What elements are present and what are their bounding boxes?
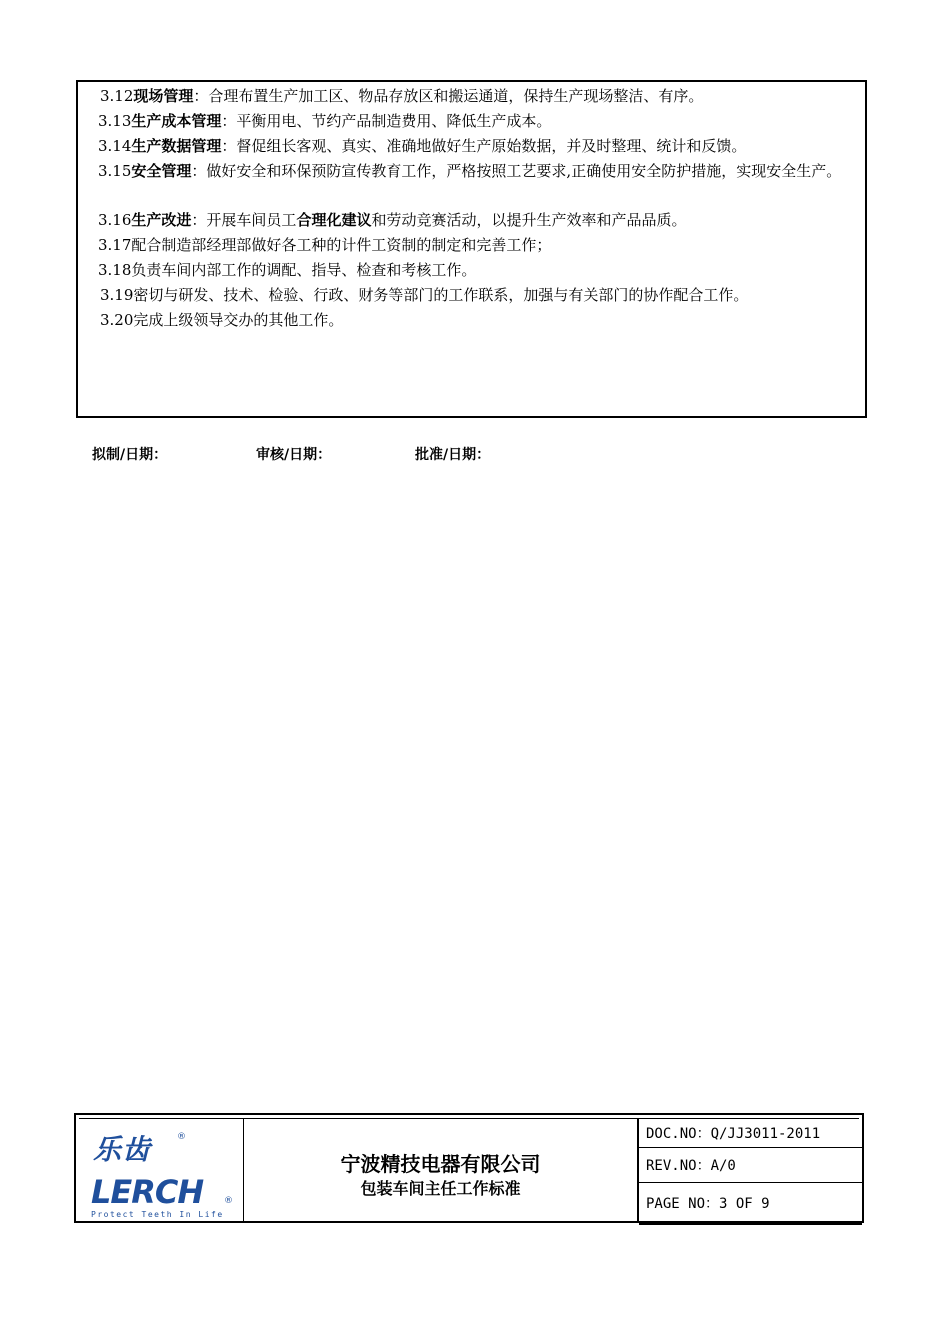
company-name: 宁波精技电器有限公司 bbox=[340, 1152, 541, 1176]
item-number: 3.14 bbox=[98, 137, 132, 155]
title-cell bbox=[244, 1118, 639, 1221]
list-item bbox=[98, 208, 686, 233]
item-text: ：开展车间员工 bbox=[191, 211, 297, 229]
item-text: 密切与研发、技术、检验、行政、财务等部门的工作联系，加强与有关部门的协作配合工作。 bbox=[133, 286, 749, 304]
item-text: ：做好安全和环保预防宣传教育工作，严格按照工艺要求,正确使用安全防护措施，实现安全生产。 bbox=[191, 162, 842, 180]
item-number: 3.18 bbox=[98, 261, 132, 279]
logo-english-text: LERCH bbox=[91, 1173, 204, 1211]
item-text: ：平衡用电、节约产品制造费用、降低生产成本。 bbox=[221, 112, 552, 130]
content-box bbox=[76, 80, 867, 418]
item-number: 3.15 bbox=[98, 162, 132, 180]
doc-number: DOC.NO：Q/JJ3011-2011 bbox=[639, 1118, 862, 1148]
review-signature-label: 审核/日期： bbox=[256, 447, 332, 463]
item-keyword: 安全管理 bbox=[131, 162, 192, 180]
approve-signature-label: 批准/日期： bbox=[415, 447, 491, 463]
item-text: 配合制造部经理部做好各工种的计件工资制的制定和完善工作； bbox=[131, 236, 552, 254]
revision-number: REV.NO：A/0 bbox=[639, 1148, 862, 1183]
list-item bbox=[100, 84, 703, 109]
logo-slogan: Protect Teeth In Life bbox=[91, 1210, 224, 1219]
document-footer bbox=[74, 1113, 864, 1223]
item-text: ：合理布置生产加工区、物品存放区和搬运通道，保持生产现场整洁、有序。 bbox=[193, 87, 704, 105]
list-item bbox=[100, 283, 748, 308]
item-keyword: 合理化建议 bbox=[296, 211, 372, 229]
item-text: 和劳动竞赛活动，以提升生产效率和产品品质。 bbox=[371, 211, 687, 229]
item-keyword: 现场管理 bbox=[133, 87, 194, 105]
item-number: 3.19 bbox=[100, 286, 134, 304]
item-keyword: 生产改进 bbox=[131, 211, 192, 229]
item-text: ：督促组长客观、真实、准确地做好生产原始数据，并及时整理、统计和反馈。 bbox=[221, 137, 747, 155]
list-item bbox=[98, 258, 476, 283]
list-item bbox=[100, 308, 343, 333]
document-title: 包装车间主任工作标准 bbox=[360, 1179, 521, 1198]
item-number: 3.13 bbox=[98, 112, 132, 130]
item-keyword: 生产成本管理 bbox=[131, 112, 222, 130]
page-number: PAGE NO：3 OF 9 bbox=[639, 1183, 862, 1225]
item-text: 完成上级领导交办的其他工作。 bbox=[133, 311, 344, 329]
item-number: 3.16 bbox=[98, 211, 132, 229]
list-item bbox=[98, 159, 858, 184]
item-text: 负责车间内部工作的调配、指导、检查和考核工作。 bbox=[131, 261, 477, 279]
draft-signature-label: 拟制/日期： bbox=[92, 447, 168, 463]
list-item bbox=[98, 109, 551, 134]
item-number: 3.12 bbox=[100, 87, 134, 105]
list-item bbox=[98, 134, 746, 159]
company-logo bbox=[78, 1118, 244, 1221]
item-keyword: 生产数据管理 bbox=[131, 137, 222, 155]
item-number: 3.20 bbox=[100, 311, 134, 329]
list-item bbox=[98, 233, 551, 258]
registered-mark-icon: ® bbox=[224, 1196, 233, 1206]
item-number: 3.17 bbox=[98, 236, 132, 254]
doc-info-cell bbox=[639, 1118, 862, 1223]
logo-chinese-text: 乐齿 bbox=[93, 1133, 152, 1166]
registered-mark-icon: ® bbox=[177, 1132, 186, 1142]
